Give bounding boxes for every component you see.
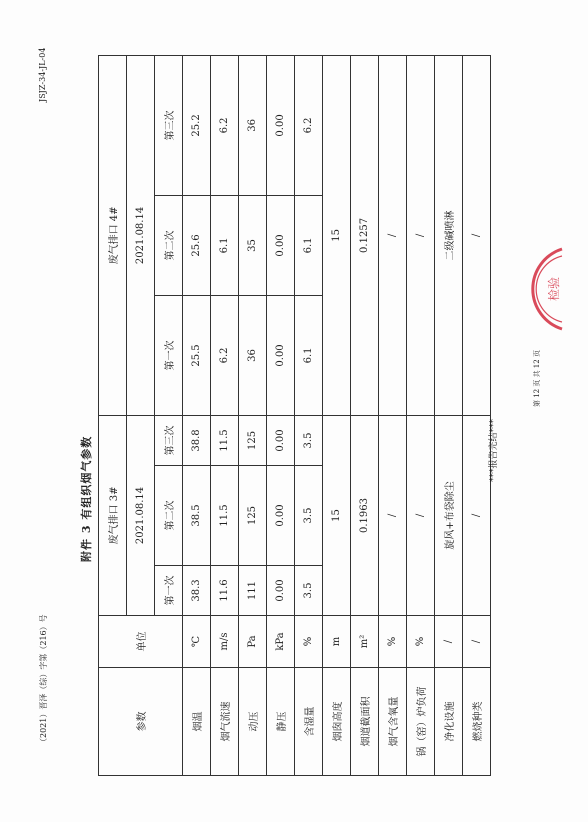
value-cell: 6.1 xyxy=(295,195,323,295)
value-cell: 0.00 xyxy=(267,295,295,415)
param-cell: 烟温 xyxy=(183,668,211,776)
table-row xyxy=(211,55,239,775)
param-cell: 燃烧种类 xyxy=(463,668,491,776)
param-cell: 含湿量 xyxy=(295,668,323,776)
run-label: 第三次 xyxy=(155,415,183,465)
outlet3-header: 废气排口 3# xyxy=(99,415,127,615)
report-end-note: ***报告完结*** xyxy=(489,418,499,482)
value-cell: 3.5 xyxy=(295,466,323,566)
param-cell: 净化设施 xyxy=(435,668,463,776)
table-row xyxy=(239,55,267,775)
value-cell: 6.1 xyxy=(295,295,323,415)
value-cell: 0.00 xyxy=(267,466,295,566)
table-row xyxy=(435,55,463,775)
value-cell: 0.00 xyxy=(267,566,295,616)
value-cell: 0.00 xyxy=(267,55,295,195)
value-cell: 25.2 xyxy=(183,55,211,195)
unit-cell: kPa xyxy=(267,616,295,668)
flue-gas-parameter-table xyxy=(98,55,491,776)
param-cell: 烟道截面积 xyxy=(351,668,379,776)
outlet3-date: 2021.08.14 xyxy=(127,415,155,615)
run-label: 第三次 xyxy=(155,55,183,195)
value-cell: 15 xyxy=(323,415,351,615)
param-cell: 动压 xyxy=(239,668,267,776)
unit-cell: m xyxy=(323,616,351,668)
unit-cell: / xyxy=(463,616,491,668)
run-label: 第二次 xyxy=(155,195,183,295)
value-cell: 11.6 xyxy=(211,566,239,616)
table-title: 附件 3 有组织烟气参数 xyxy=(80,435,93,562)
value-cell: 36 xyxy=(239,55,267,195)
param-cell: 静压 xyxy=(267,668,295,776)
official-seal-stamp xyxy=(524,244,564,334)
value-cell: 6.2 xyxy=(211,55,239,195)
page-number: 第 12 页 共 12 页 xyxy=(533,350,541,407)
header-row-outlet xyxy=(99,55,127,775)
value-cell: / xyxy=(407,55,435,415)
table-row xyxy=(463,55,491,775)
svg-text:检验: 检验 xyxy=(547,276,561,302)
value-cell: 6.2 xyxy=(211,295,239,415)
unit-cell: % xyxy=(379,616,407,668)
table-row xyxy=(183,55,211,775)
value-cell: 25.5 xyxy=(183,295,211,415)
value-cell: 11.5 xyxy=(211,415,239,465)
value-cell: 0.00 xyxy=(267,195,295,295)
unit-cell: m/s xyxy=(211,616,239,668)
value-cell: 6.1 xyxy=(211,195,239,295)
value-cell: / xyxy=(379,415,407,615)
value-cell: 旋风+布袋除尘 xyxy=(435,415,463,615)
table-row xyxy=(379,55,407,775)
param-cell: 锅（窑）炉负荷 xyxy=(407,668,435,776)
value-cell: 6.2 xyxy=(295,55,323,195)
value-cell: 25.6 xyxy=(183,195,211,295)
value-cell: 3.5 xyxy=(295,566,323,616)
unit-cell: % xyxy=(295,616,323,668)
value-cell: 38.3 xyxy=(183,566,211,616)
value-cell: 3.5 xyxy=(295,415,323,465)
unit-cell: Pa xyxy=(239,616,267,668)
param-header: 参数 xyxy=(99,668,183,776)
table-row xyxy=(351,55,379,775)
value-cell: 38.8 xyxy=(183,415,211,465)
document-code: JSJZ-34-JL-04 xyxy=(38,47,47,102)
value-cell: 125 xyxy=(239,415,267,465)
unit-cell: m² xyxy=(351,616,379,668)
param-cell: 烟气含氧量 xyxy=(379,668,407,776)
value-cell: / xyxy=(463,415,491,615)
outlet4-header: 废气排口 4# xyxy=(99,55,127,415)
run-label: 第二次 xyxy=(155,466,183,566)
value-cell: / xyxy=(463,55,491,415)
outlet4-date: 2021.08.14 xyxy=(127,55,155,415)
unit-cell: / xyxy=(435,616,463,668)
run-label: 第一次 xyxy=(155,566,183,616)
table-row xyxy=(267,55,295,775)
table-row xyxy=(407,55,435,775)
value-cell: 38.5 xyxy=(183,466,211,566)
value-cell: / xyxy=(379,55,407,415)
value-cell: 125 xyxy=(239,466,267,566)
param-cell: 烟囱高度 xyxy=(323,668,351,776)
run-label: 第一次 xyxy=(155,295,183,415)
value-cell: 二级碱喷淋 xyxy=(435,55,463,415)
value-cell: 0.1963 xyxy=(351,415,379,615)
unit-cell: ℃ xyxy=(183,616,211,668)
value-cell: / xyxy=(407,415,435,615)
value-cell: 0.00 xyxy=(267,415,295,465)
unit-cell: % xyxy=(407,616,435,668)
value-cell: 35 xyxy=(239,195,267,295)
report-number: （2021）晋泽（综）字第（216）号 xyxy=(39,614,48,746)
value-cell: 36 xyxy=(239,295,267,415)
value-cell: 15 xyxy=(323,55,351,415)
param-cell: 烟气流速 xyxy=(211,668,239,776)
value-cell: 11.5 xyxy=(211,466,239,566)
value-cell: 111 xyxy=(239,566,267,616)
table-row xyxy=(323,55,351,775)
value-cell: 0.1257 xyxy=(351,55,379,415)
unit-header: 单位 xyxy=(99,616,183,668)
table-row xyxy=(295,55,323,775)
